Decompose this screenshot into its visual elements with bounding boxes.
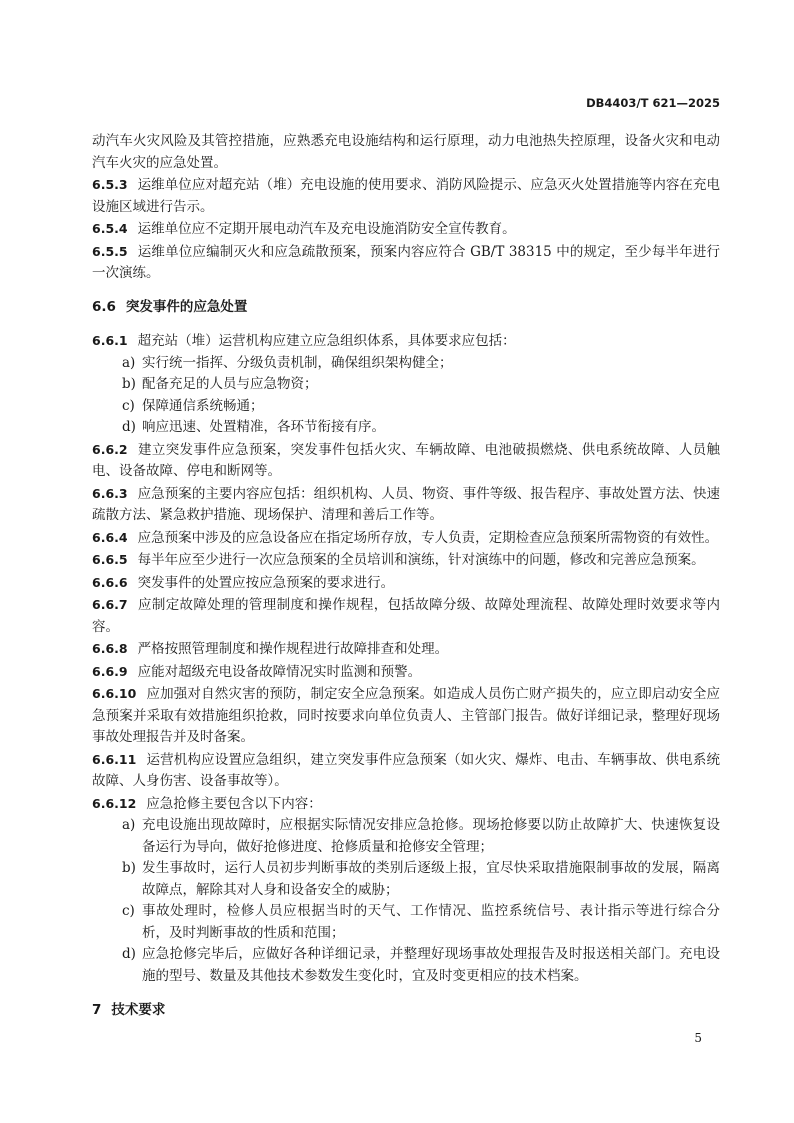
clause-6-5-5	[92, 241, 720, 285]
clause-number: 6.5.5	[92, 243, 128, 259]
clause-6-6-1	[92, 330, 720, 353]
list-marker: d)	[122, 419, 136, 435]
clause-number: 6.6.10	[92, 686, 137, 701]
clause-6-6-7	[92, 594, 720, 638]
clause-number: 6.6.11	[92, 751, 137, 767]
document-code: DB4403/T 621—2025	[586, 96, 720, 110]
clause-number: 6.6.7	[92, 597, 128, 612]
clause-6-6-10	[92, 683, 720, 749]
clause-text: 应急抢修主要包含以下内容：	[146, 795, 322, 812]
clause-text: 运维单位应对超充站（堆）充电设施的使用要求、消防风险提示、应急灭火处置措施等内容在充电设施区域进行告示。	[92, 177, 720, 215]
list-item-text: 发生事故时，运行人员初步判断事故的类别后逐级上报，宜尽快采取措施限制事故的发展，隔离故障点，解除其对人身和设备安全的威胁；	[142, 860, 720, 898]
clause-6-6-12	[92, 793, 720, 816]
clause-number: 6.5.4	[92, 221, 128, 236]
list-marker: c)	[122, 903, 135, 919]
section-number: 6.6	[92, 298, 116, 315]
section-title: 突发事件的应急处置	[125, 298, 248, 315]
clause-number: 6.6.12	[92, 795, 137, 811]
list-item	[92, 353, 720, 375]
clause-number: 6.6.2	[92, 441, 128, 457]
clause-text: 运维单位应编制灭火和应急疏散预案，预案内容应符合 GB/T 38315 中的规定，至少每半年进行一次演练。	[92, 243, 720, 281]
list-item	[92, 815, 720, 858]
list-marker: a)	[122, 354, 136, 371]
list-item-text: 实行统一指挥、分级负责机制，确保组织架构健全；	[142, 354, 453, 371]
clause-6-6-8	[92, 638, 720, 661]
clause-number: 6.6.5	[92, 552, 128, 567]
list-item	[92, 396, 720, 418]
clause-6-5-3	[92, 174, 720, 218]
list-item-text: 充电设施出现故障时，应根据实际情况安排应急抢修。现场抢修要以防止故障扩大、快速恢复设备运行为导向，做好抢修进度、抢修质量和抢修安全管理；	[142, 817, 720, 855]
list-item-text: 配备充足的人员与应急物资；	[142, 376, 318, 392]
clause-6-6-9	[92, 661, 720, 684]
clause-6-6-6	[92, 572, 720, 595]
clause-number: 6.6.9	[92, 663, 128, 679]
list-item-text: 应急抢修完毕后，应做好各种详细记录，并整理好现场事故处理报告及时报送相关部门。充电设施的型号、数量及其他技术参数发生变化时，宜及时变更相应的技术档案。	[142, 946, 720, 984]
list-item	[92, 944, 720, 987]
clause-6-6-3	[92, 483, 720, 527]
clause-text: 应加强对自然灾害的预防，制定安全应急预案。如造成人员伤亡财产损失的，应立即启动安全应急预案并采取有效措施组织抢救，同时按要求向单位负责人、主管部门报告。做好详细记录，整理好现场事故处理报告并及时备案。	[92, 686, 720, 745]
clause-text: 应急预案中涉及的应急设备应在指定场所存放，专人负责，定期检查应急预案所需物资的有效性。	[137, 529, 719, 546]
clause-text: 应能对超级充电设备故障情况实时监测和预警。	[137, 663, 422, 680]
clause-text: 突发事件的处置应按应急预案的要求进行。	[137, 574, 395, 591]
list-item-text: 事故处理时，检修人员应根据当时的天气、工作情况、监控系统信号、表计指示等进行综合分析，及时判断事故的性质和范围；	[142, 903, 720, 941]
clause-text: 运维单位应不定期开展电动汽车及充电设施消防安全宣传教育。	[137, 221, 516, 237]
clause-text: 应制定故障处理的管理制度和操作规程，包括故障分级、故障处理流程、故障处理时效要求等内容。	[92, 597, 720, 635]
list-marker: c)	[122, 397, 135, 414]
clause-number: 6.6.8	[92, 641, 128, 656]
continued-paragraph: 动汽车火灾风险及其管控措施，应熟悉充电设施结构和运行原理，动力电池热失控原理，设备火灾和电动汽车火灾的应急处置。	[92, 133, 720, 171]
clause-number: 6.6.1	[92, 333, 128, 348]
list-item	[92, 858, 720, 901]
section-heading-6-6	[92, 297, 720, 319]
list-item-text: 响应迅速、处置精准，各环节衔接有序。	[142, 419, 385, 435]
section-heading-7	[92, 1000, 720, 1022]
clause-6-5-4	[92, 218, 720, 241]
list-marker: d)	[122, 946, 136, 962]
list-item	[92, 417, 720, 439]
section-title: 技术要求	[111, 1002, 166, 1018]
clause-number: 6.6.4	[92, 529, 128, 545]
page-body	[92, 131, 720, 1022]
clause-6-6-11	[92, 749, 720, 793]
clause-text: 建立突发事件应急预案，突发事件包括火灾、车辆故障、电池破损燃烧、供电系统故障、人员触电、设备故障、停电和断网等。	[92, 441, 720, 479]
clause-number: 6.6.6	[92, 574, 128, 590]
clause-6-6-5	[92, 549, 720, 572]
list-marker: b)	[122, 376, 136, 392]
list-marker: a)	[122, 817, 136, 833]
clause-number: 6.6.3	[92, 485, 128, 501]
clause-text: 应急预案的主要内容应包括：组织机构、人员、物资、事件等级、报告程序、事故处置方法、快速疏散方法、紧急救护措施、现场保护、清理和善后工作等。	[92, 485, 720, 523]
clause-text: 超充站（堆）运营机构应建立应急组织体系，具体要求应包括：	[137, 333, 516, 349]
clause-text: 运营机构应设置应急组织，建立突发事件应急预案（如火灾、爆炸、电击、车辆事故、供电系统故障、人身伤害、设备事故等）。	[92, 751, 720, 789]
list-item	[92, 374, 720, 396]
clause-6-6-4	[92, 527, 720, 550]
clause-text: 每半年应至少进行一次应急预案的全员培训和演练，针对演练中的问题，修改和完善应急预案。	[137, 552, 705, 568]
clause-text: 严格按照管理制度和操作规程进行故障排查和处理。	[137, 641, 449, 657]
section-number: 7	[92, 1002, 102, 1018]
clause-6-6-2	[92, 439, 720, 483]
clause-number: 6.5.3	[92, 177, 128, 192]
list-item	[92, 901, 720, 944]
list-item-text: 保障通信系统畅通；	[142, 397, 264, 414]
page-number: 5	[694, 1031, 702, 1045]
list-marker: b)	[122, 860, 136, 876]
